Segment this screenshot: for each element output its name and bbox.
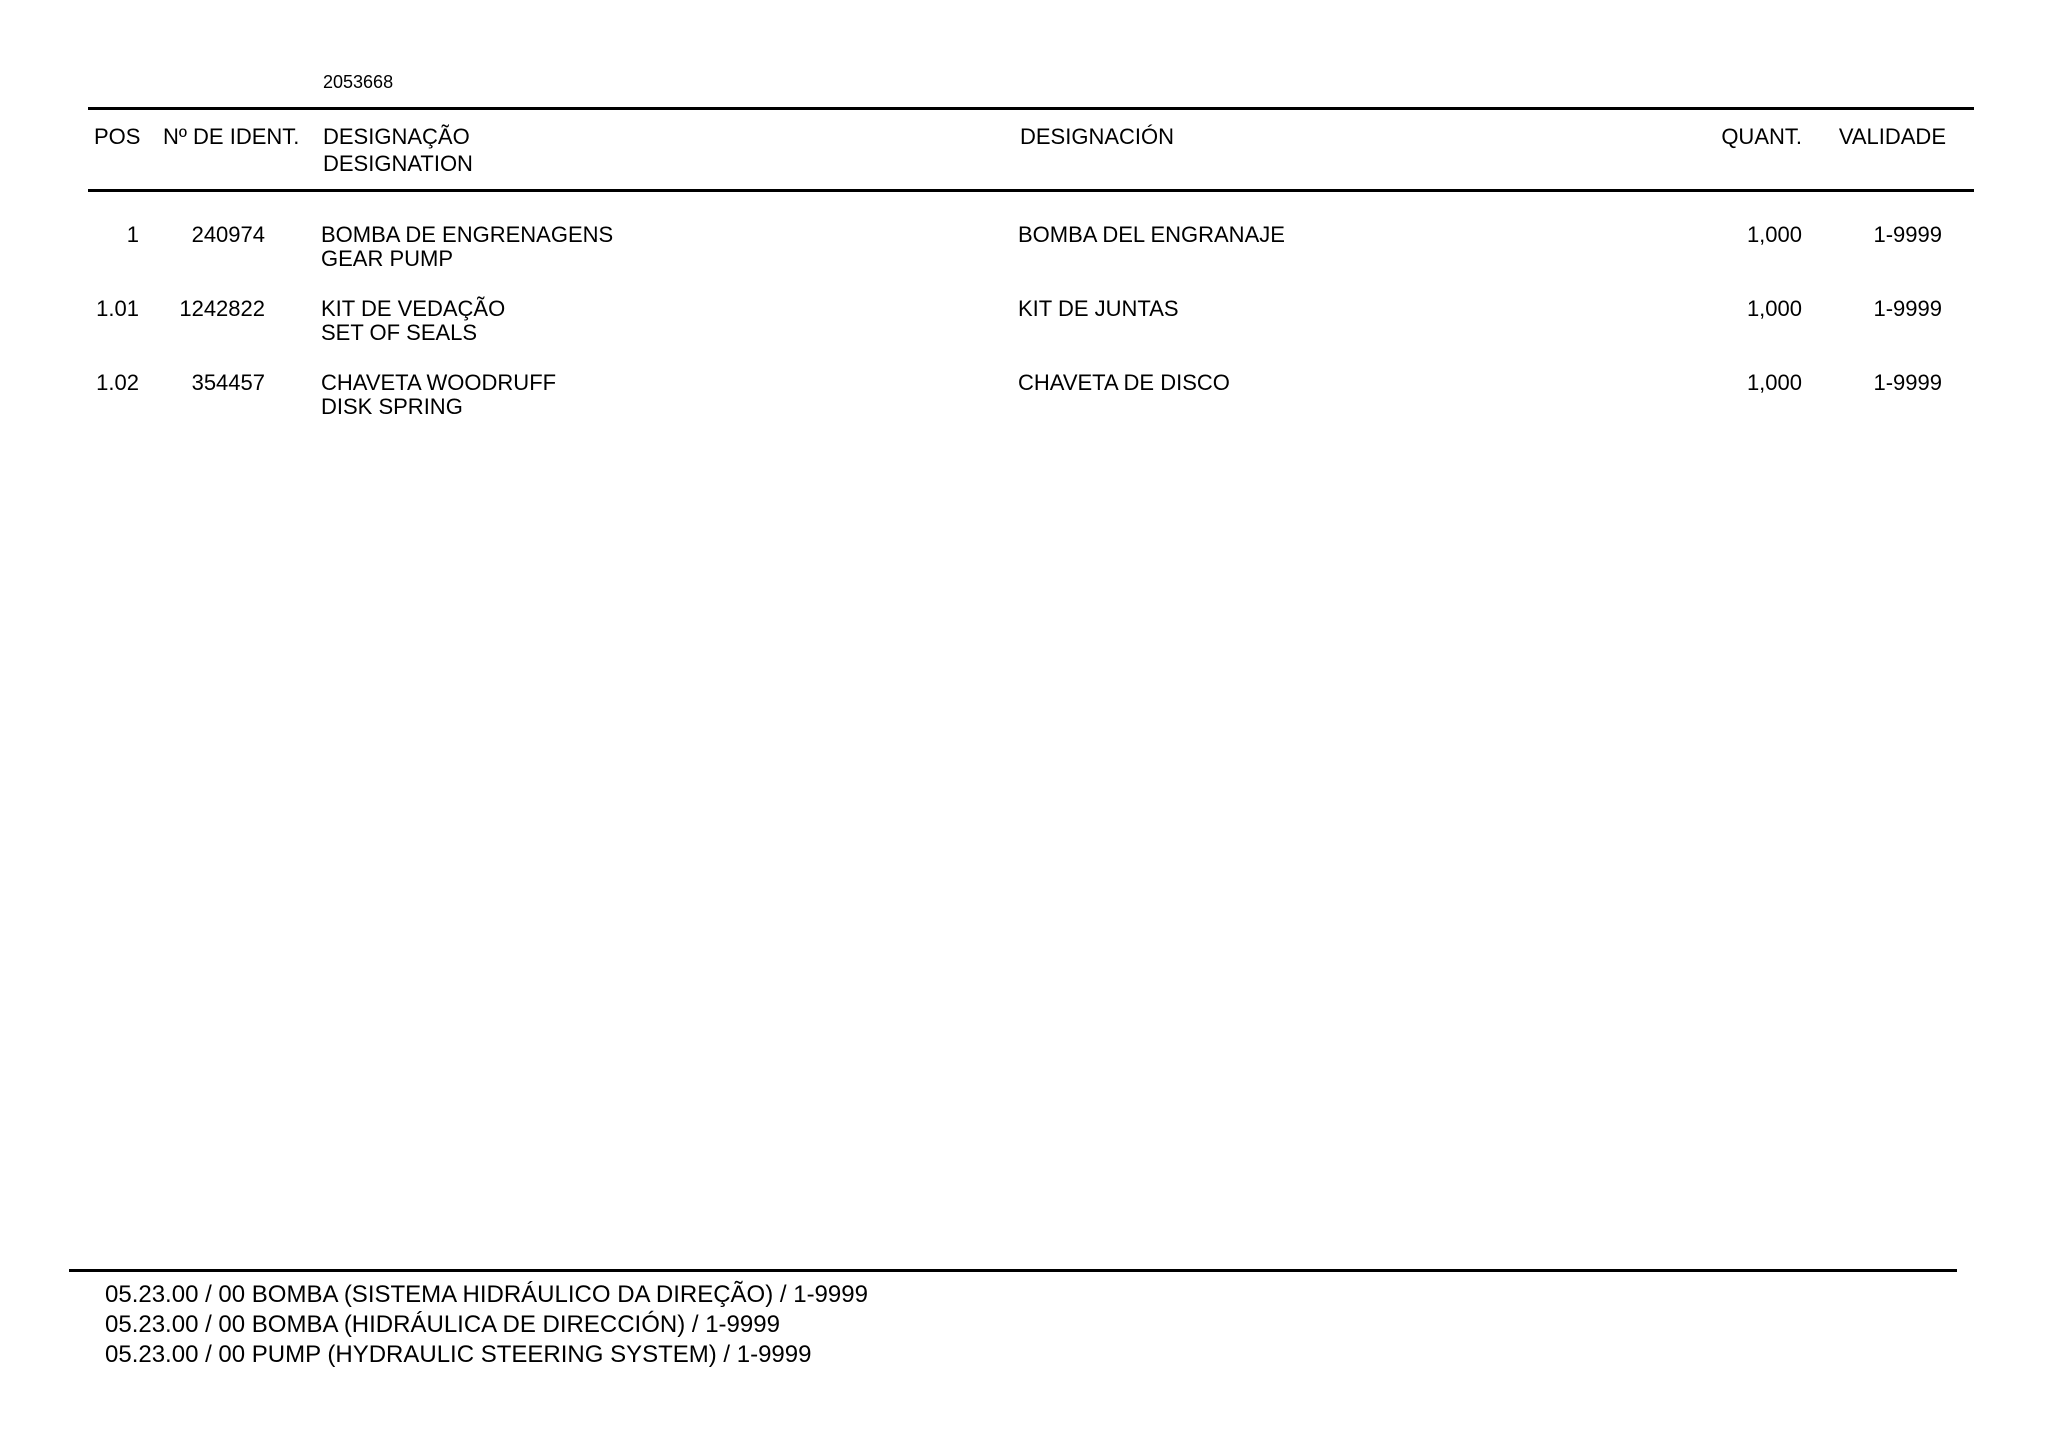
header-designation-en: DESIGNATION	[323, 151, 473, 176]
row-designation	[321, 371, 556, 419]
row-designation-en: DISK SPRING	[321, 394, 463, 419]
table-body	[0, 223, 2048, 445]
row-quantity: 1,000	[1746, 370, 1802, 395]
row-pos: 1.01	[96, 296, 139, 321]
row-validity: 1-9999	[1873, 296, 1942, 321]
row-ident-number: 354457	[191, 370, 265, 395]
header-bottom-rule	[88, 189, 1974, 192]
header-pos: POS	[94, 124, 141, 149]
footer-line-pt: 05.23.00 / 00 BOMBA (SISTEMA HIDRÁULICO DA DIREÇÃO) / 1-9999	[105, 1281, 868, 1308]
header-designation-es: DESIGNACIÓN	[1020, 124, 1175, 149]
row-designation-pt: BOMBA DE ENGRENAGENS	[321, 222, 614, 247]
header-validity: VALIDADE	[1838, 124, 1946, 149]
document-number: 2053668	[323, 72, 394, 92]
table-row	[0, 371, 2048, 445]
row-quantity: 1,000	[1746, 296, 1802, 321]
row-ident-number: 1242822	[179, 296, 265, 321]
row-designation-es: CHAVETA DE DISCO	[1018, 370, 1230, 395]
table-header	[0, 123, 2048, 183]
header-designation	[323, 123, 473, 177]
footer-line-en: 05.23.00 / 00 PUMP (HYDRAULIC STEERING SYSTEM) / 1-9999	[105, 1341, 812, 1368]
header-designation-pt: DESIGNAÇÃO	[323, 124, 470, 149]
row-designation-pt: KIT DE VEDAÇÃO	[321, 296, 506, 321]
footer-rule	[69, 1269, 1957, 1272]
row-ident-number: 240974	[191, 222, 265, 247]
row-designation-pt: CHAVETA WOODRUFF	[321, 370, 557, 395]
footer-line-es: 05.23.00 / 00 BOMBA (HIDRÁULICA DE DIRECCIÓN) / 1-9999	[105, 1311, 780, 1338]
row-pos: 1	[126, 222, 139, 247]
header-ident-number: Nº DE IDENT.	[163, 124, 300, 149]
row-designation-es: BOMBA DEL ENGRANAJE	[1018, 222, 1285, 247]
footer	[105, 1280, 868, 1370]
header-top-rule	[88, 107, 1974, 110]
row-designation	[321, 223, 613, 271]
row-designation-en: SET OF SEALS	[321, 320, 478, 345]
row-pos: 1.02	[96, 370, 139, 395]
row-designation	[321, 297, 505, 345]
table-row	[0, 297, 2048, 371]
row-validity: 1-9999	[1873, 370, 1942, 395]
row-quantity: 1,000	[1746, 222, 1802, 247]
row-validity: 1-9999	[1873, 222, 1942, 247]
row-designation-es: KIT DE JUNTAS	[1018, 296, 1179, 321]
header-quantity: QUANT.	[1721, 124, 1802, 149]
table-row	[0, 223, 2048, 297]
row-designation-en: GEAR PUMP	[321, 246, 454, 271]
